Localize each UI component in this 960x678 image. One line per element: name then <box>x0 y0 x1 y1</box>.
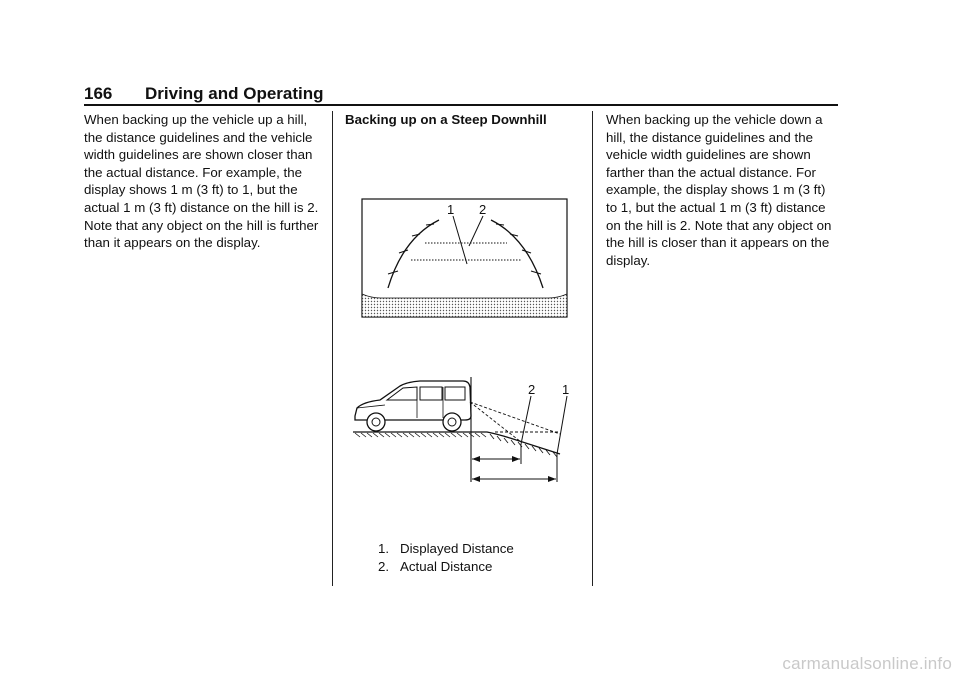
bottom-label-2: 2 <box>528 382 536 397</box>
legend-item <box>378 558 514 576</box>
uphill-paragraph: When backing up the vehicle up a hill, the distance guidelines and the vehicle width guidelines are shown closer than the actual distance. For example, the display shows 1 m (3 ft) to 1, but the actual 1 m (3 ft) distance on the hill is 2. Note that any object on the hill is further than it appears on the display. <box>84 112 319 251</box>
legend-text: Actual Distance <box>400 559 493 574</box>
section-title: Driving and Operating <box>145 84 324 103</box>
diagram-legend <box>378 540 514 576</box>
legend-text: Displayed Distance <box>400 541 514 556</box>
middle-column <box>345 111 580 129</box>
watermark: carmanualsonline.info <box>782 654 952 673</box>
legend-number: 2. <box>378 559 390 574</box>
legend-item <box>378 540 514 558</box>
column-divider-left <box>332 111 333 586</box>
page-header <box>84 84 838 106</box>
camera-display-diagram <box>361 198 569 320</box>
left-column <box>84 111 322 252</box>
downhill-paragraph: When backing up the vehicle down a hill, the distance guidelines and the vehicle width guidelines are shown farther than the actual distance. For example, the display shows 1 m (3 ft) to 1, but the actual 1 m (3 ft) distance on the hill is 2. Note that any object on the hill is closer than it appears on the display. <box>606 112 832 268</box>
top-label-2: 2 <box>479 202 487 217</box>
vehicle-downhill-diagram <box>345 372 570 487</box>
page-number: 166 <box>84 84 113 103</box>
bottom-label-1: 1 <box>562 382 570 397</box>
right-column <box>606 111 838 269</box>
column-divider-right <box>592 111 593 586</box>
legend-number: 1. <box>378 541 390 556</box>
top-label-1: 1 <box>447 202 455 217</box>
steep-downhill-heading: Backing up on a Steep Downhill <box>345 112 547 127</box>
